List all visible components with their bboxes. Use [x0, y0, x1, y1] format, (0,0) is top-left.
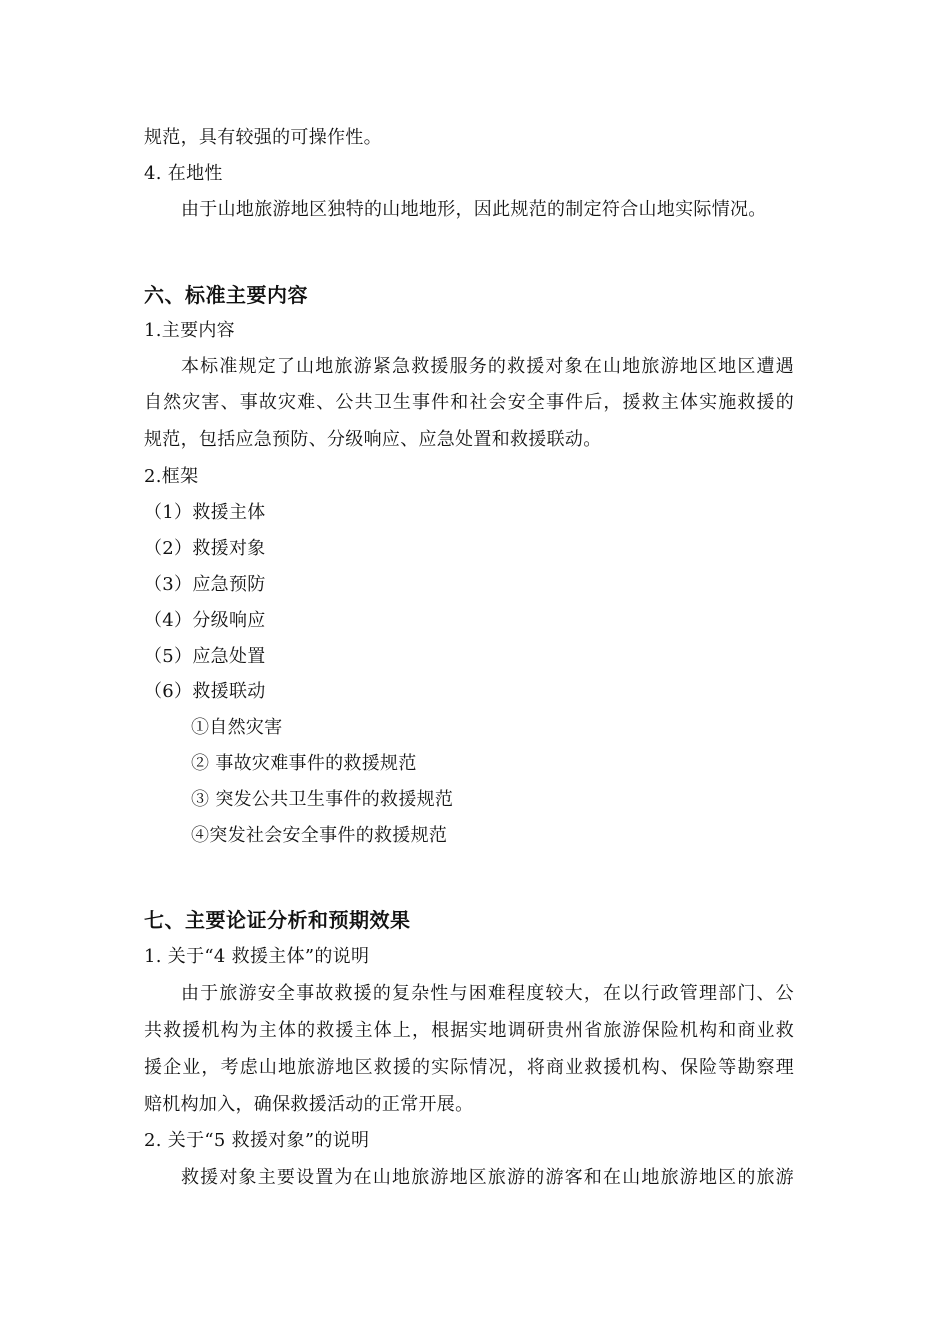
framework-item: （5）应急处置 [144, 646, 266, 667]
section-6-item-1-body-line-1: 本标准规定了山地旅游紧急救援服务的救援对象在山地旅游地区地区遭遇 [181, 356, 794, 377]
section-7-item-1-body-line-3: 援企业，考虑山地旅游地区救援的实际情况，将商业救援机构、保险等勘察理 [144, 1057, 794, 1078]
framework-item: （4）分级响应 [144, 610, 266, 631]
section-6-heading: 六、标准主要内容 [144, 283, 308, 307]
linkage-subitem: ①自然灾害 [191, 717, 283, 738]
section-7-heading: 七、主要论证分析和预期效果 [144, 908, 411, 932]
linkage-subitem: ② 事故灾难事件的救援规范 [191, 753, 417, 774]
section-6-item-1-title: 1.主要内容 [144, 320, 235, 341]
section-7-item-2-body-line-1: 救援对象主要设置为在山地旅游地区旅游的游客和在山地旅游地区的旅游 [181, 1167, 794, 1188]
section-7-item-2-title: 2. 关于“5 救援对象”的说明 [144, 1130, 370, 1151]
section-7-item-1-title: 1. 关于“4 救援主体”的说明 [144, 946, 370, 967]
section-6-item-1-body-line-3: 规范，包括应急预防、分级响应、应急处置和救援联动。 [144, 429, 602, 450]
framework-item: （1）救援主体 [144, 502, 266, 523]
item-4-title: 4. 在地性 [144, 163, 223, 184]
framework-item: （3）应急预防 [144, 574, 266, 595]
section-6-item-1-body-line-2: 自然灾害、事故灾难、公共卫生事件和社会安全事件后，援救主体实施救援的 [144, 392, 794, 413]
section-7-item-1-body-line-2: 共救援机构为主体的救援主体上，根据实地调研贵州省旅游保险机构和商业救 [144, 1020, 794, 1041]
paragraph-continuation: 规范，具有较强的可操作性。 [144, 127, 382, 148]
section-7-item-1-body-line-1: 由于旅游安全事故救援的复杂性与困难程度较大，在以行政管理部门、公 [181, 983, 794, 1004]
linkage-subitem: ③ 突发公共卫生事件的救援规范 [191, 789, 454, 810]
framework-item: （2）救援对象 [144, 538, 266, 559]
linkage-subitem: ④突发社会安全事件的救援规范 [191, 825, 448, 846]
item-4-body: 由于山地旅游地区独特的山地地形，因此规范的制定符合山地实际情况。 [181, 199, 767, 220]
section-7-item-1-body-line-4: 赔机构加入，确保救援活动的正常开展。 [144, 1094, 474, 1115]
section-6-item-2-title: 2.框架 [144, 466, 199, 487]
framework-item: （6）救援联动 [144, 681, 266, 702]
